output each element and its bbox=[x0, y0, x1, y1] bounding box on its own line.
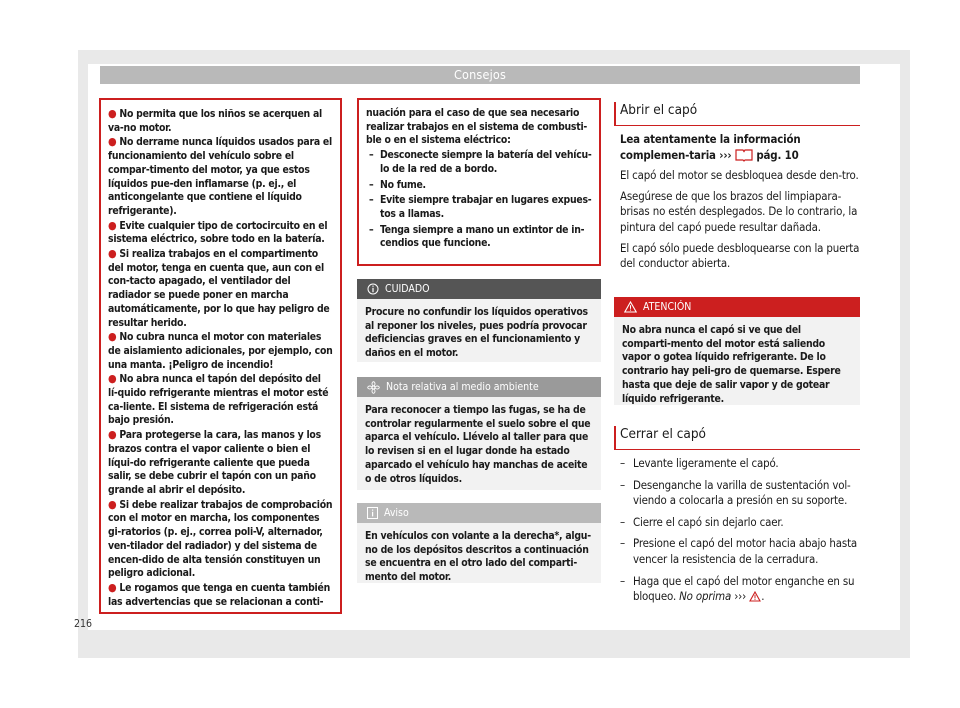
list-item: ● No abra nunca el tapón del depósito del lí-quido refrigerante mientras el motor esté ca-liente. El sistema de refrigeración está bajo presión. bbox=[108, 372, 329, 427]
abrir-lead: Lea atentamente la información complemen-taria ››› pág. 10 bbox=[620, 132, 801, 162]
book-icon bbox=[735, 148, 753, 162]
aviso-header: Aviso bbox=[357, 503, 601, 523]
bullet-icon: ● bbox=[108, 497, 117, 511]
bullet-icon: ● bbox=[108, 247, 117, 261]
warning-triangle-icon bbox=[624, 301, 637, 313]
environment-flower-icon bbox=[367, 381, 380, 394]
list-item: ● No permita que los niños se acerquen al va-no motor. bbox=[108, 107, 322, 134]
environment-note-text: Para reconocer a tiempo las fugas, se ha de controlar regularmente el suelo sobre el que aparca el vehículo. Llévelo al taller para que lo revisen si en el lugar donde ha estado aparcado el vehículo hay manchas de aceite o de otros líquidos. bbox=[365, 404, 591, 485]
bullet-icon: ● bbox=[108, 428, 117, 442]
note-icon bbox=[367, 507, 378, 519]
section-title-abrir: Abrir el capó bbox=[614, 102, 860, 126]
list-item: – Haga que el capó del motor enganche en su bloqueo. No oprima ››› . bbox=[620, 573, 855, 604]
abrir-paragraph: El capó del motor se desbloquea desde den-tro. bbox=[620, 168, 859, 183]
list-item: – Cierre el capó sin dejarlo caer. bbox=[620, 514, 784, 529]
list-item: ● Le rogamos que tenga en cuenta también las advertencias que se relacionan a conti- bbox=[108, 580, 331, 608]
bullet-icon: ● bbox=[108, 330, 117, 344]
bullet-icon: ● bbox=[108, 135, 117, 149]
environment-note-box bbox=[357, 377, 601, 490]
list-item: – Desenganche la varilla de sustentación vol-viendo a colocarla a presión en su soporte. bbox=[620, 477, 851, 508]
warning-box-end bbox=[357, 98, 601, 266]
dash-list bbox=[366, 149, 592, 251]
aviso-box bbox=[357, 503, 601, 583]
atencion-box bbox=[614, 297, 860, 405]
list-item: – Desconecte siempre la batería del vehícu-lo de la red de a bordo. bbox=[369, 149, 592, 175]
abrir-paragraph: El capó sólo puede desbloquearse con la puerta del conductor abierta. bbox=[620, 240, 860, 271]
bullet-icon: ● bbox=[108, 107, 117, 120]
cuidado-text: Procure no confundir los líquidos operativos al reponer los niveles, pues podría provocar deficiencias graves en el funcionamiento y daños en el motor. bbox=[365, 306, 588, 360]
list-item: – Levante ligeramente el capó. bbox=[620, 456, 779, 470]
bullet-icon: ● bbox=[108, 372, 117, 386]
aviso-text: En vehículos con volante a la derecha*, algu-no de los depósitos descritos a continuación se encuentra en el otro lado del comparti-mento del motor. bbox=[365, 530, 591, 584]
list-item: ● Para protegerse la cara, las manos y los brazos contra el vapor caliente o bien el líqui-do refrigerante caliente que pueda salir, se debe cubrir el tapón con un paño grande al abrir el depósito. bbox=[108, 428, 321, 496]
bullet-icon: ● bbox=[108, 580, 117, 594]
list-item: ● Si debe realizar trabajos de comprobación con el motor en marcha, los componentes gi-ratorios (p. ej., correa poli-V, alternador, ven-tilador del radiador) y del sistema de encen-dido de alta tensión constituyen un peligro adicional. bbox=[108, 497, 333, 580]
list-item: ● Evite cualquier tipo de cortocircuito en el sistema eléctrico, sobre todo en la batería. bbox=[108, 218, 328, 246]
atencion-text: No abra nunca el capó si ve que del comparti-mento del motor está saliendo vapor o gotea líquido refrigerante. De lo contrario hay peli-gro de quemarse. Espere hasta que deje de salir vapor y de gotear líquido refrigerante. bbox=[622, 324, 841, 405]
warning-triangle-icon bbox=[749, 591, 761, 602]
abrir-body bbox=[620, 132, 860, 277]
warning-box-continued bbox=[99, 98, 342, 614]
list-item: ● Si realiza trabajos en el compartimento del motor, tenga en cuenta que, aun con el con-tacto apagado, el ventilador del radiador se puede poner en marcha automáticamente, por lo que hay peligro de resultar herido. bbox=[108, 247, 330, 329]
list-item: – Presione el capó del motor hacia abajo hasta vencer la resistencia de la cerradura. bbox=[620, 536, 858, 566]
list-item: – Evite siempre trabajar en lugares expues-tos a llamas. bbox=[369, 194, 592, 220]
cuidado-box bbox=[357, 279, 601, 362]
list-item: – No fume. bbox=[369, 178, 426, 191]
abrir-paragraph: Asegúrese de que los brazos del limpiapara-brisas no estén desplegados. De lo contrario, la pintura del capó puede resultar dañada. bbox=[620, 188, 858, 234]
section-header: Consejos bbox=[100, 66, 860, 84]
cerrar-steps bbox=[620, 456, 860, 611]
page-number: 216 bbox=[74, 618, 93, 630]
list-item: ● No derrame nunca líquidos usados para el funcionamiento del vehículo sobre el compar-timento del motor, ya que estos líquidos pue-den inflamarse (p. ej., el anticongelante que contiene el líquido refrigerante). bbox=[108, 135, 332, 217]
bullet-icon: ● bbox=[108, 218, 117, 232]
cuidado-header: CUIDADO bbox=[357, 279, 601, 299]
info-circle-icon bbox=[367, 283, 379, 295]
warning-list bbox=[108, 107, 333, 609]
atencion-header: ATENCIÓN bbox=[614, 297, 860, 317]
warning-intro: nuación para el caso de que sea necesario realizar trabajos en el sistema de combusti-ble o en el sistema eléctrico: bbox=[366, 107, 588, 147]
list-item: – Tenga siempre a mano un extintor de in-cendios que funcione. bbox=[369, 223, 585, 250]
environment-note-header: Nota relativa al medio ambiente bbox=[357, 377, 601, 397]
section-title-cerrar: Cerrar el capó bbox=[614, 426, 860, 450]
list-item: ● No cubra nunca el motor con materiales de aislamiento adicionales, por ejemplo, con una manta. ¡Peligro de incendio! bbox=[108, 330, 333, 371]
